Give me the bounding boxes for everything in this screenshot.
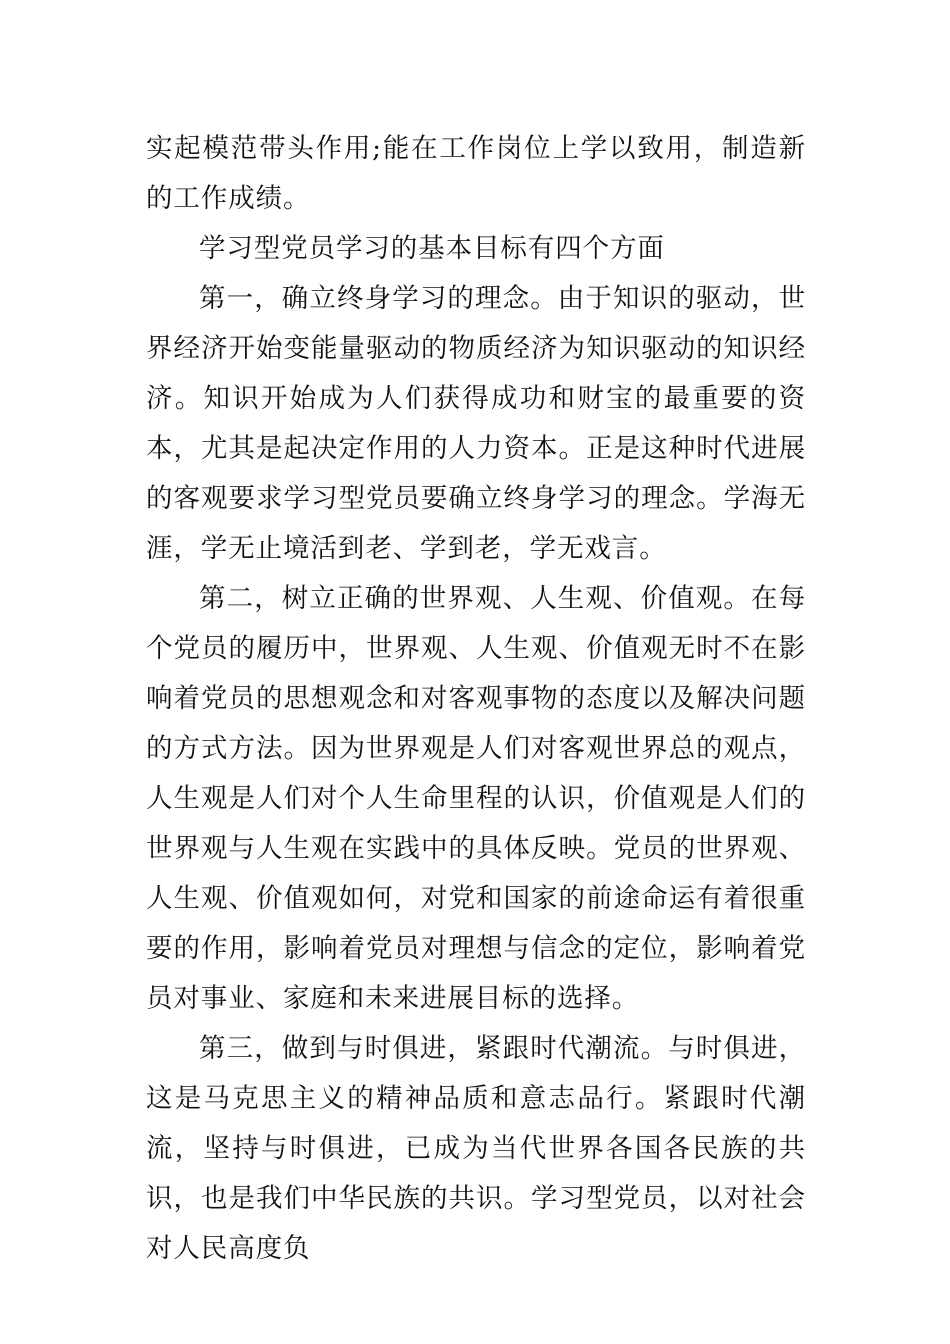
paragraph-goal-2: 第二，树立正确的世界观、人生观、价值观。在每个党员的履历中，世界观、人生观、价值观无时不在影响着党员的思想观念和对客观事物的态度以及解决问题的方式方法。因为世界观是人们对客观世界总的观点，人生观是人们对个人生命里程的认识，价值观是人们的世界观与人生观在实践中的具体反映。党员的世界观、人生观、价值观如何，对党和国家的前途命运有着很重要的作用，影响着党员对理想与信念的定位，影响着党员对事业、家庭和未来进展目标的选择。 [146,583,806,1014]
paragraph-goal-3: 第三，做到与时俱进，紧跟时代潮流。与时俱进，这是马克思主义的精神品质和意志品行。紧跟时代潮流，坚持与时俱进，已成为当代世界各国各民族的共识，也是我们中华民族的共识。学习型党员，以对社会对人民高度负 [146,1033,806,1264]
paragraph-continuation: 实起模范带头作用;能在工作岗位上学以致用，制造新的工作成绩。 [146,133,806,214]
paragraph-goal-1: 第一，确立终身学习的理念。由于知识的驱动，世界经济开始变能量驱动的物质经济为知识驱动的知识经济。知识开始成为人们获得成功和财宝的最重要的资本，尤其是起决定作用的人力资本。正是这种时代进展的客观要求学习型党员要确立终身学习的理念。学海无涯，学无止境活到老、学到老，学无戏言。 [146,283,806,564]
document-body [146,124,806,1274]
section-heading: 学习型党员学习的基本目标有四个方面 [199,233,665,264]
